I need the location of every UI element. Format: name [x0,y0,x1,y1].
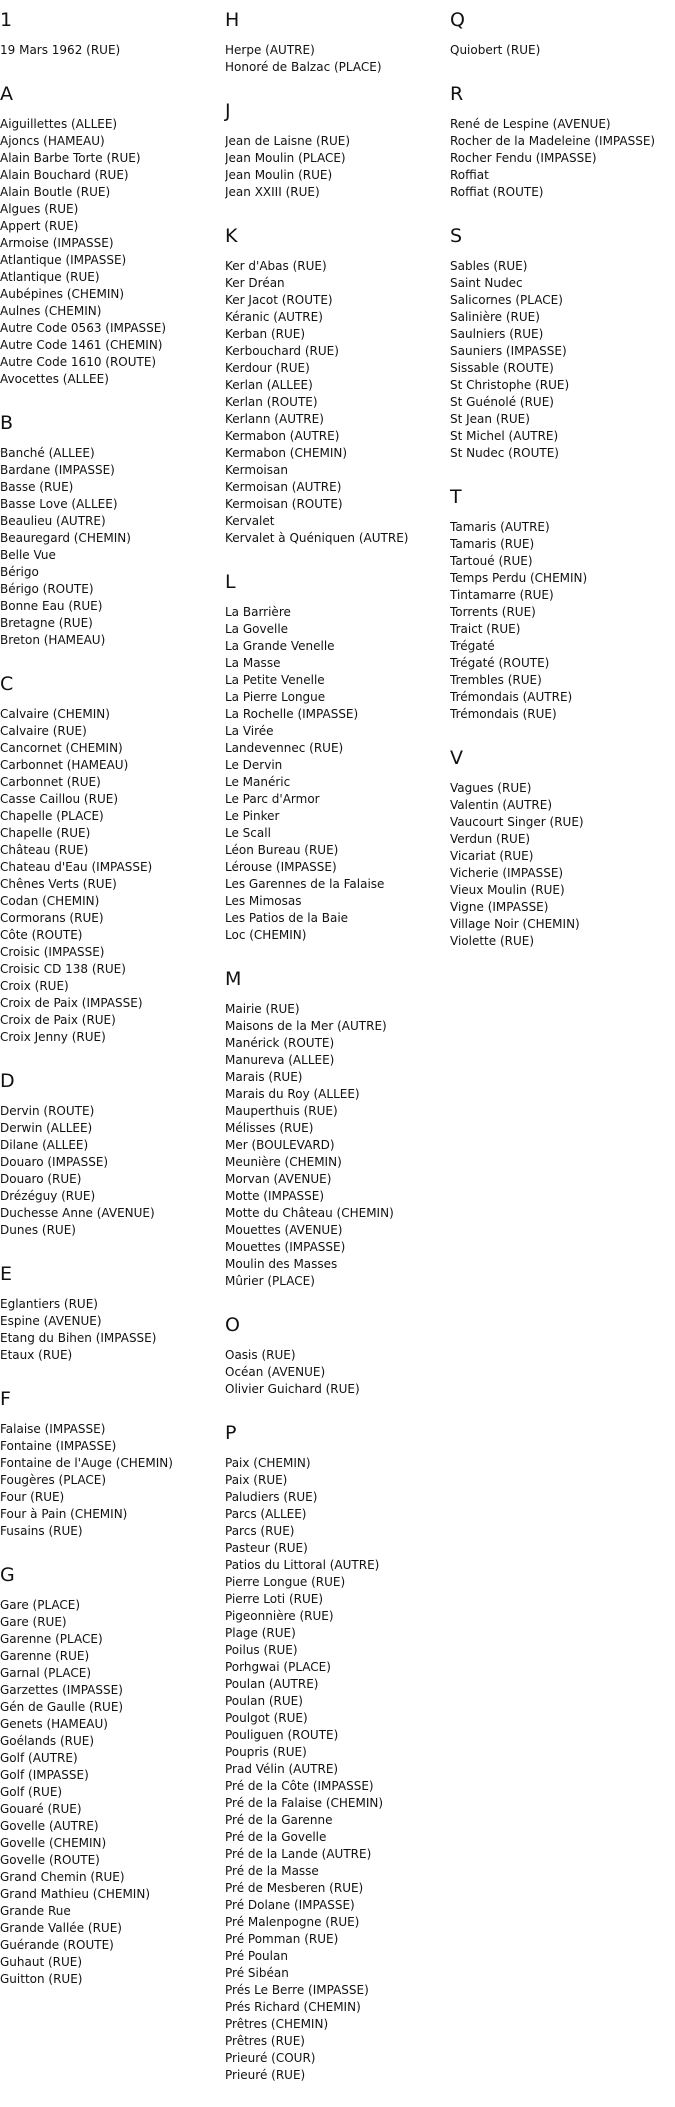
street-item: Kerbouchard (RUE) [225,344,339,358]
street-item: St Michel (AUTRE) [450,429,559,443]
letter-group [0,672,225,1046]
street-item: Pouliguen (ROUTE) [225,1728,339,1742]
street-item: Pierre Longue (RUE) [225,1575,346,1589]
street-item: Armoise (IMPASSE) [0,236,114,250]
street-item: Pasteur (RUE) [225,1541,308,1555]
letter-group [0,82,225,388]
street-item: Aulnes (CHEMIN) [0,304,102,318]
street-item: La Barrière [225,605,291,619]
street-item: Bretagne (RUE) [0,616,93,630]
street-list [225,1455,450,2084]
letter-heading: T [450,486,462,508]
street-item: Salicornes (PLACE) [450,293,563,307]
street-item: Grande Rue [0,1904,71,1918]
street-item: Parcs (ALLEE) [225,1507,307,1521]
letter-heading: F [0,1388,11,1410]
street-list [225,258,450,547]
street-item: Croix Jenny (RUE) [0,1030,106,1044]
street-item: Chapelle (RUE) [0,826,91,840]
street-item: Carbonnet (HAMEAU) [0,758,129,772]
street-item: Les Garennes de la Falaise [225,877,385,891]
street-item: St Guénolé (RUE) [450,395,554,409]
street-item: Tamaris (RUE) [450,537,535,551]
street-item: Trembles (RUE) [450,673,542,687]
street-item: Tintamarre (RUE) [450,588,554,602]
street-item: Pré Dolane (IMPASSE) [225,1898,355,1912]
letter-heading: H [225,9,240,31]
street-item: Mouettes (AVENUE) [225,1223,343,1237]
street-item: Traict (RUE) [450,622,521,636]
street-item: Cormorans (RUE) [0,911,104,925]
street-item: Prieuré (COUR) [225,2051,316,2065]
street-item: Rocher de la Madeleine (IMPASSE) [450,134,656,148]
street-item: Mouettes (IMPASSE) [225,1240,346,1254]
street-item: Bardane (IMPASSE) [0,463,115,477]
street-item: La Masse [225,656,281,670]
letter-group [0,1563,225,1988]
letter-heading: K [225,225,238,247]
letter-group [225,224,450,547]
street-item: Aiguillettes (ALLEE) [0,117,118,131]
letter-group [225,967,450,1290]
street-item: Porhgwai (PLACE) [225,1660,331,1674]
street-item: Garenne (RUE) [0,1649,90,1663]
street-item: Four à Pain (CHEMIN) [0,1507,128,1521]
street-item: Jean Moulin (RUE) [225,168,333,182]
street-list [450,780,675,950]
street-item: Kerban (RUE) [225,327,306,341]
street-item: Pré Pomman (RUE) [225,1932,339,1946]
street-item: Poupris (RUE) [225,1745,307,1759]
street-item: Atlantique (IMPASSE) [0,253,127,267]
street-item: Gouaré (RUE) [0,1802,82,1816]
street-item: Poulgot (RUE) [225,1711,308,1725]
street-item: Govelle (AUTRE) [0,1819,99,1833]
street-item: Lérouse (IMPASSE) [225,860,337,874]
street-item: Grand Mathieu (CHEMIN) [0,1887,150,1901]
street-item: Sissable (ROUTE) [450,361,554,375]
street-item: Falaise (IMPASSE) [0,1422,106,1436]
street-item: Etaux (RUE) [0,1348,73,1362]
street-item: Poulan (AUTRE) [225,1677,319,1691]
street-item: Meunière (CHEMIN) [225,1155,342,1169]
street-item: Fougères (PLACE) [0,1473,107,1487]
street-item: Golf (RUE) [0,1785,63,1799]
street-item: Chapelle (PLACE) [0,809,104,823]
street-item: Grande Vallée (RUE) [0,1921,122,1935]
street-item: Paix (CHEMIN) [225,1456,311,1470]
street-item: Morvan (AVENUE) [225,1172,332,1186]
street-item: Fontaine (IMPASSE) [0,1439,117,1453]
street-item: Loc (CHEMIN) [225,928,307,942]
street-item: Vicariat (RUE) [450,849,534,863]
street-list [0,1597,225,1988]
letter-group [0,1387,225,1540]
street-item: Motte (IMPASSE) [225,1189,325,1203]
street-item: Douaro (RUE) [0,1172,82,1186]
street-item: Kerlan (ALLEE) [225,378,313,392]
street-item: Pré Malenpogne (RUE) [225,1915,360,1929]
street-item: Garnal (PLACE) [0,1666,92,1680]
street-item: Vaucourt Singer (RUE) [450,815,584,829]
street-item: Jean XXIII (RUE) [225,185,320,199]
street-item: Quiobert (RUE) [450,43,541,57]
street-item: Dunes (RUE) [0,1223,76,1237]
street-item: Croix (RUE) [0,979,69,993]
street-item: Honoré de Balzac (PLACE) [225,60,382,74]
street-item: Kermoisan [225,463,288,477]
street-item: Dervin (ROUTE) [0,1104,95,1118]
street-list [225,133,450,201]
street-item: Trégaté (ROUTE) [450,656,550,670]
street-list [0,1421,225,1540]
street-item: Prés Le Berre (IMPASSE) [225,1983,369,1997]
street-item: Ker d'Abas (RUE) [225,259,327,273]
street-item: Aubépines (CHEMIN) [0,287,125,301]
street-item: Fusains (RUE) [0,1524,83,1538]
street-item: Pré de la Garenne [225,1813,333,1827]
street-item: Violette (RUE) [450,934,535,948]
street-item: Prêtres (RUE) [225,2034,305,2048]
street-item: Croisic CD 138 (RUE) [0,962,126,976]
street-item: Mélisses (RUE) [225,1121,314,1135]
street-item: Pigeonnière (RUE) [225,1609,334,1623]
street-item: Côte (ROUTE) [0,928,83,942]
street-item: Chateau d'Eau (IMPASSE) [0,860,153,874]
street-item: Derwin (ALLEE) [0,1121,93,1135]
street-item: Carbonnet (RUE) [0,775,101,789]
street-item: Jean Moulin (PLACE) [225,151,346,165]
letter-heading: V [450,747,463,769]
letter-heading: G [0,1564,15,1586]
street-item: Genets (HAMEAU) [0,1717,108,1731]
street-item: Saint Nudec [450,276,523,290]
street-item: Gén de Gaulle (RUE) [0,1700,124,1714]
street-item: Casse Caillou (RUE) [0,792,118,806]
letter-group [0,411,225,649]
street-item: Prad Vélin (AUTRE) [225,1762,339,1776]
letter-group [450,485,675,723]
street-item: Kerlann (AUTRE) [225,412,324,426]
letter-heading: D [0,1070,15,1092]
street-item: Kermoisan (AUTRE) [225,480,342,494]
street-item: Pré de la Govelle [225,1830,327,1844]
street-list [450,116,675,201]
letter-group [450,224,675,462]
street-item: La Grande Venelle [225,639,335,653]
street-item: Croix de Paix (RUE) [0,1013,116,1027]
street-list [450,258,675,462]
letter-group [225,99,450,201]
street-item: Trégaté [450,639,495,653]
street-item: Bérigo [0,565,39,579]
street-item: Motte du Château (CHEMIN) [225,1206,394,1220]
street-item: Moulin des Masses [225,1257,338,1271]
letter-group [225,1421,450,2084]
street-item: Kerlan (ROUTE) [225,395,318,409]
street-item: La Pierre Longue [225,690,326,704]
street-item: Pierre Loti (RUE) [225,1592,324,1606]
street-item: Etang du Bihen (IMPASSE) [0,1331,157,1345]
street-item: Goélands (RUE) [0,1734,95,1748]
street-item: Landevennec (RUE) [225,741,344,755]
street-item: Temps Perdu (CHEMIN) [450,571,588,585]
street-item: Duchesse Anne (AVENUE) [0,1206,155,1220]
letter-heading: 1 [0,9,13,31]
street-item: Roffiat (ROUTE) [450,185,544,199]
street-item: Appert (RUE) [0,219,79,233]
street-item: Guitton (RUE) [0,1972,83,1986]
letter-group [225,8,450,76]
street-item: Eglantiers (RUE) [0,1297,98,1311]
street-list [225,604,450,944]
street-item: La Petite Venelle [225,673,325,687]
street-item: Kerdour (RUE) [225,361,310,375]
street-item: Croisic (IMPASSE) [0,945,105,959]
street-item: Le Dervin [225,758,283,772]
street-item: Paludiers (RUE) [225,1490,318,1504]
street-item: Kermabon (AUTRE) [225,429,340,443]
street-item: Poulan (RUE) [225,1694,303,1708]
street-item: Cancornet (CHEMIN) [0,741,123,755]
street-list [225,1001,450,1290]
street-item: Pré de la Côte (IMPASSE) [225,1779,374,1793]
street-item: Basse (RUE) [0,480,74,494]
street-item: Avocettes (ALLEE) [0,372,109,386]
street-item: Maisons de la Mer (AUTRE) [225,1019,387,1033]
street-item: Roffiat [450,168,489,182]
street-item: Valentin (AUTRE) [450,798,553,812]
street-item: Alain Barbe Torte (RUE) [0,151,141,165]
street-item: Mauperthuis (RUE) [225,1104,338,1118]
street-item: Govelle (CHEMIN) [0,1836,107,1850]
street-list [0,706,225,1046]
street-item: Autre Code 0563 (IMPASSE) [0,321,167,335]
street-item: Bérigo (ROUTE) [0,582,94,596]
street-item: Belle Vue [0,548,56,562]
letter-heading: P [225,1422,237,1444]
street-item: Kéranic (AUTRE) [225,310,323,324]
street-item: Ker Jacot (ROUTE) [225,293,333,307]
street-item: Basse Love (ALLEE) [0,497,118,511]
street-item: Paix (RUE) [225,1473,288,1487]
street-item: Bonne Eau (RUE) [0,599,103,613]
street-item: Kermabon (CHEMIN) [225,446,348,460]
index-column [450,0,675,973]
street-item: Tamaris (AUTRE) [450,520,550,534]
street-item: Le Manéric [225,775,291,789]
street-item: Fontaine de l'Auge (CHEMIN) [0,1456,173,1470]
street-item: Dilane (ALLEE) [0,1138,89,1152]
street-item: St Nudec (ROUTE) [450,446,559,460]
street-list [0,42,225,59]
letter-heading: B [0,412,14,434]
street-list [225,42,450,76]
street-item: Prêtres (CHEMIN) [225,2017,329,2031]
street-item: Le Scall [225,826,271,840]
street-item: Prés Richard (CHEMIN) [225,2000,361,2014]
letter-heading: S [450,225,463,247]
street-item: Chênes Verts (RUE) [0,877,117,891]
letter-heading: R [450,83,464,105]
street-item: Vigne (IMPASSE) [450,900,549,914]
street-item: Douaro (IMPASSE) [0,1155,109,1169]
letter-heading: M [225,968,242,990]
street-item: Jean de Laisne (RUE) [225,134,351,148]
street-item: Trémondais (AUTRE) [450,690,573,704]
street-item: Guérande (ROUTE) [0,1938,114,1952]
street-item: Atlantique (RUE) [0,270,100,284]
street-item: Espine (AVENUE) [0,1314,102,1328]
street-item: Kervalet [225,514,275,528]
street-item: Golf (AUTRE) [0,1751,78,1765]
letter-heading: L [225,571,236,593]
street-item: Manérick (ROUTE) [225,1036,335,1050]
letter-heading: O [225,1314,240,1336]
street-item: Olivier Guichard (RUE) [225,1382,360,1396]
street-item: Plage (RUE) [225,1626,296,1640]
street-item: Marais du Roy (ALLEE) [225,1087,360,1101]
street-item: Kervalet à Quéniquen (AUTRE) [225,531,409,545]
street-item: Poilus (RUE) [225,1643,298,1657]
street-item: St Jean (RUE) [450,412,530,426]
street-item: Mairie (RUE) [225,1002,300,1016]
street-item: René de Lespine (AVENUE) [450,117,611,131]
street-item: Prieuré (RUE) [225,2068,306,2082]
street-item: Alain Bouchard (RUE) [0,168,129,182]
street-item: Alain Boutle (RUE) [0,185,111,199]
street-item: Beaulieu (AUTRE) [0,514,106,528]
street-item: Pré de la Masse [225,1864,319,1878]
street-item: Léon Bureau (RUE) [225,843,339,857]
street-item: Oasis (RUE) [225,1348,296,1362]
street-item: Breton (HAMEAU) [0,633,106,647]
street-list [225,1347,450,1398]
street-list [450,519,675,723]
street-item: Algues (RUE) [0,202,79,216]
letter-heading: C [0,673,14,695]
street-list [450,42,675,59]
street-item: Beauregard (CHEMIN) [0,531,131,545]
index-column [0,0,225,2011]
street-item: Vieux Moulin (RUE) [450,883,565,897]
letter-group [0,8,225,59]
street-item: Calvaire (CHEMIN) [0,707,110,721]
street-item: Salinière (RUE) [450,310,540,324]
street-item: Pré Poulan [225,1949,288,1963]
street-item: Gare (RUE) [0,1615,67,1629]
letter-group [0,1069,225,1239]
street-item: Le Parc d'Armor [225,792,320,806]
letter-heading: J [225,100,231,122]
street-item: Ker Dréan [225,276,285,290]
street-item: Sables (RUE) [450,259,528,273]
street-item: Mûrier (PLACE) [225,1274,315,1288]
street-item: Saulniers (RUE) [450,327,544,341]
street-item: Tartoué (RUE) [450,554,533,568]
street-item: La Virée [225,724,274,738]
street-list [0,116,225,388]
street-item: 19 Mars 1962 (RUE) [0,43,121,57]
street-item: Herpe (AUTRE) [225,43,315,57]
street-item: Garenne (PLACE) [0,1632,103,1646]
street-item: Torrents (RUE) [450,605,536,619]
street-item: Pré Sibéan [225,1966,289,1980]
street-item: Château (RUE) [0,843,89,857]
street-item: Four (RUE) [0,1490,65,1504]
street-item: Les Patios de la Baie [225,911,349,925]
letter-group [450,82,675,201]
street-item: Océan (AVENUE) [225,1365,326,1379]
street-item: Golf (IMPASSE) [0,1768,89,1782]
street-item: Autre Code 1461 (CHEMIN) [0,338,163,352]
street-item: Pré de Mesberen (RUE) [225,1881,364,1895]
street-item: Kermoisan (ROUTE) [225,497,343,511]
street-item: Rocher Fendu (IMPASSE) [450,151,597,165]
letter-heading: Q [450,9,465,31]
letter-group [225,1313,450,1398]
street-item: Le Pinker [225,809,280,823]
street-item: Banché (ALLEE) [0,446,95,460]
street-item: Pré de la Lande (AUTRE) [225,1847,372,1861]
letter-group [450,746,675,950]
street-item: Croix de Paix (IMPASSE) [0,996,143,1010]
street-item: Codan (CHEMIN) [0,894,100,908]
street-item: La Rochelle (IMPASSE) [225,707,359,721]
index-column [225,0,450,2107]
street-list [0,445,225,649]
street-item: Marais (RUE) [225,1070,303,1084]
street-item: Govelle (ROUTE) [0,1853,100,1867]
street-item: Pré de la Falaise (CHEMIN) [225,1796,384,1810]
letter-group [0,1262,225,1364]
letter-heading: E [0,1263,13,1285]
street-item: Vagues (RUE) [450,781,532,795]
street-item: Calvaire (RUE) [0,724,87,738]
street-item: Village Noir (CHEMIN) [450,917,580,931]
street-item: La Govelle [225,622,289,636]
street-item: Les Mimosas [225,894,302,908]
street-item: Parcs (RUE) [225,1524,295,1538]
street-item: Verdun (RUE) [450,832,531,846]
street-item: Mer (BOULEVARD) [225,1138,335,1152]
street-item: Drézéguy (RUE) [0,1189,96,1203]
street-item: Ajoncs (HAMEAU) [0,134,105,148]
street-item: Trémondais (RUE) [450,707,557,721]
street-item: Grand Chemin (RUE) [0,1870,125,1884]
letter-group [450,8,675,59]
street-item: Sauniers (IMPASSE) [450,344,567,358]
street-list [0,1103,225,1239]
letter-heading: A [0,83,13,105]
street-item: Vicherie (IMPASSE) [450,866,564,880]
letter-group [225,570,450,944]
street-item: Patios du Littoral (AUTRE) [225,1558,380,1572]
street-item: Autre Code 1610 (ROUTE) [0,355,157,369]
street-item: St Christophe (RUE) [450,378,570,392]
street-item: Manureva (ALLEE) [225,1053,335,1067]
street-item: Garzettes (IMPASSE) [0,1683,123,1697]
street-item: Gare (PLACE) [0,1598,81,1612]
street-item: Guhaut (RUE) [0,1955,83,1969]
street-list [0,1296,225,1364]
